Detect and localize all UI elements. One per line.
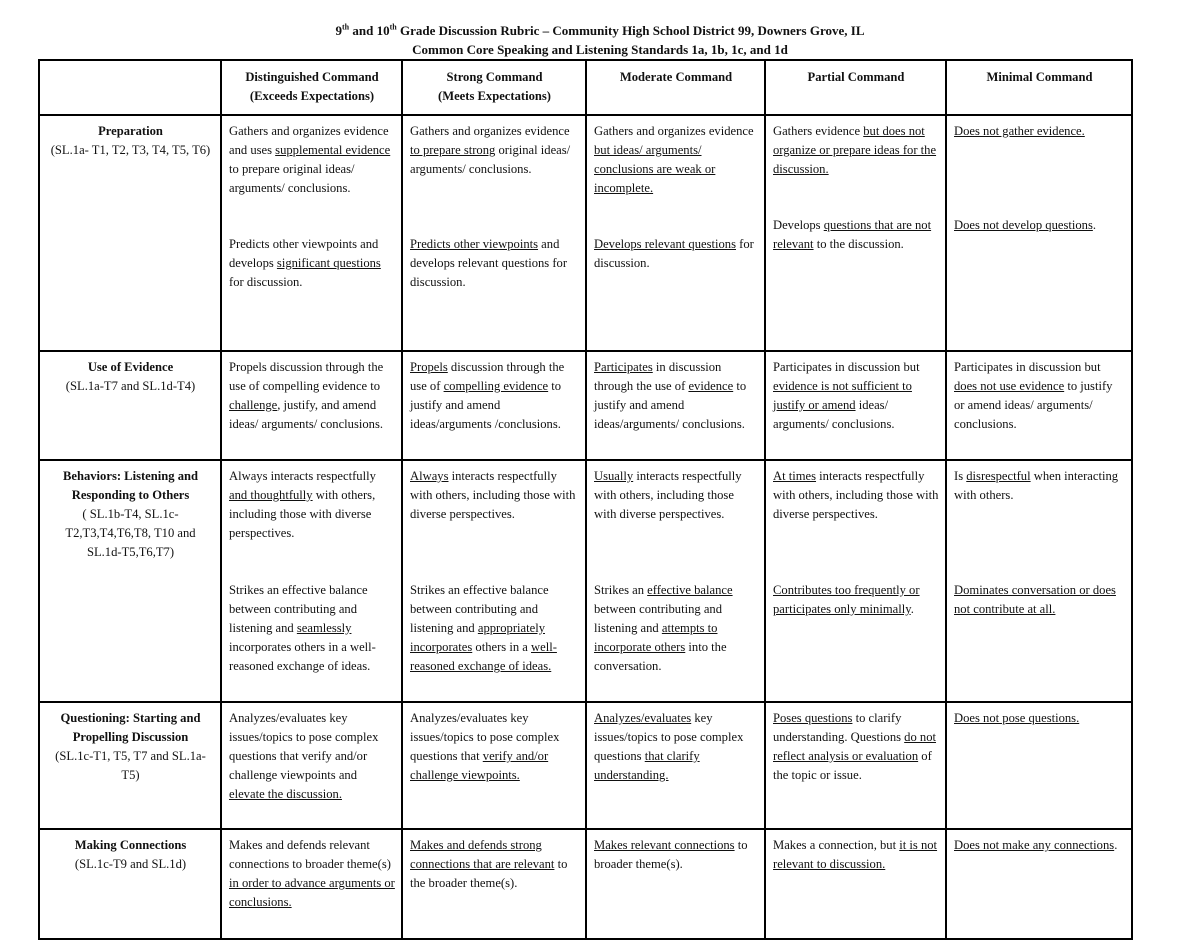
document-title xyxy=(0,21,1200,59)
title-line-2: Common Core Speaking and Listening Standards 1a, 1b, 1c, and 1d xyxy=(412,42,788,57)
row-questioning xyxy=(39,702,1132,829)
cell-questioning-moderate: Analyzes/evaluates key issues/topics to pose complex questions that clarify understanding. xyxy=(586,702,765,829)
cell-evidence-distinguished: Propels discussion through the use of compelling evidence to challenge, justify, and amend ideas/ arguments/ conclusions. xyxy=(221,351,402,460)
row-making-connections xyxy=(39,829,1132,939)
row-behaviors xyxy=(39,460,1132,702)
row-header-use-of-evidence: Use of Evidence (SL.1a-T7 and SL.1d-T4) xyxy=(39,351,221,460)
cell-connections-moderate: Makes relevant connections to broader theme(s). xyxy=(586,829,765,939)
title-line-1: 9th and 10th Grade Discussion Rubric – Community High School District 99, Downers Grove, IL xyxy=(335,22,865,38)
header-partial: Partial Command xyxy=(765,60,946,115)
header-minimal: Minimal Command xyxy=(946,60,1132,115)
header-moderate: Moderate Command xyxy=(586,60,765,115)
cell-behaviors-minimal: Is disrespectful when interacting with others. Dominates conversation or does not contribute at all. xyxy=(946,460,1132,702)
cell-questioning-distinguished: Analyzes/evaluates key issues/topics to pose complex questions that verify and/or challenge viewpoints and elevate the discussion. xyxy=(221,702,402,829)
cell-connections-strong: Makes and defends strong connections that are relevant to the broader theme(s). xyxy=(402,829,586,939)
row-preparation xyxy=(39,115,1132,351)
cell-preparation-distinguished: Gathers and organizes evidence and uses supplemental evidence to prepare original ideas/ arguments/ conclusions. Predicts other viewpoints and develops significant questions for discussion. xyxy=(221,115,402,351)
cell-behaviors-strong: Always interacts respectfully with others, including those with diverse perspectives. Strikes an effective balance between contributing and listening and appropriately incorporates others in a well-reasoned exchange of ideas. xyxy=(402,460,586,702)
cell-evidence-partial: Participates in discussion but evidence is not sufficient to justify or amend ideas/ arguments/ conclusions. xyxy=(765,351,946,460)
row-use-of-evidence xyxy=(39,351,1132,460)
cell-behaviors-partial: At times interacts respectfully with others, including those with diverse perspectives. Contributes too frequently or participates only minimally. xyxy=(765,460,946,702)
cell-questioning-minimal: Does not pose questions. xyxy=(946,702,1132,829)
header-row xyxy=(39,60,1132,115)
row-header-questioning: Questioning: Starting and Propelling Discussion (SL.1c-T1, T5, T7 and SL.1a-T5) xyxy=(39,702,221,829)
cell-connections-partial: Makes a connection, but it is not relevant to discussion. xyxy=(765,829,946,939)
cell-behaviors-distinguished: Always interacts respectfully and thoughtfully with others, including those with diverse perspectives. Strikes an effective balance between contributing and listening and seamlessly incorporates others in a well-reasoned exchange of ideas. xyxy=(221,460,402,702)
rubric-table xyxy=(38,59,1133,940)
header-strong: Strong Command (Meets Expectations) xyxy=(402,60,586,115)
cell-preparation-strong: Gathers and organizes evidence to prepare strong original ideas/ arguments/ conclusions. Predicts other viewpoints and develops relevant questions for discussion. xyxy=(402,115,586,351)
cell-connections-minimal: Does not make any connections. xyxy=(946,829,1132,939)
cell-connections-distinguished: Makes and defends relevant connections to broader theme(s) in order to advance arguments or conclusions. xyxy=(221,829,402,939)
cell-questioning-strong: Analyzes/evaluates key issues/topics to pose complex questions that verify and/or challenge viewpoints. xyxy=(402,702,586,829)
cell-preparation-moderate: Gathers and organizes evidence but ideas/ arguments/ conclusions are weak or incomplete. Develops relevant questions for discussion. xyxy=(586,115,765,351)
cell-preparation-minimal: Does not gather evidence. Does not develop questions. xyxy=(946,115,1132,351)
cell-behaviors-moderate: Usually interacts respectfully with others, including those with diverse perspectives. Strikes an effective balance between contributing and listening and attempts to incorporate others into the conversation. xyxy=(586,460,765,702)
row-header-preparation: Preparation (SL.1a- T1, T2, T3, T4, T5, T6) xyxy=(39,115,221,351)
cell-preparation-partial: Gathers evidence but does not organize or prepare ideas for the discussion. Develops questions that are not relevant to the discussion. xyxy=(765,115,946,351)
cell-evidence-minimal: Participates in discussion but does not use evidence to justify or amend ideas/ arguments/ conclusions. xyxy=(946,351,1132,460)
header-distinguished: Distinguished Command (Exceeds Expectations) xyxy=(221,60,402,115)
row-header-behaviors: Behaviors: Listening and Responding to Others ( SL.1b-T4, SL.1c-T2,T3,T4,T6,T8, T10 and SL.1d-T5,T6,T7) xyxy=(39,460,221,702)
cell-evidence-strong: Propels discussion through the use of compelling evidence to justify and amend ideas/arguments /conclusions. xyxy=(402,351,586,460)
corner-cell xyxy=(39,60,221,115)
cell-questioning-partial: Poses questions to clarify understanding. Questions do not reflect analysis or evaluation of the topic or issue. xyxy=(765,702,946,829)
row-header-making-connections: Making Connections (SL.1c-T9 and SL.1d) xyxy=(39,829,221,939)
cell-evidence-moderate: Participates in discussion through the use of evidence to justify and amend ideas/arguments/ conclusions. xyxy=(586,351,765,460)
